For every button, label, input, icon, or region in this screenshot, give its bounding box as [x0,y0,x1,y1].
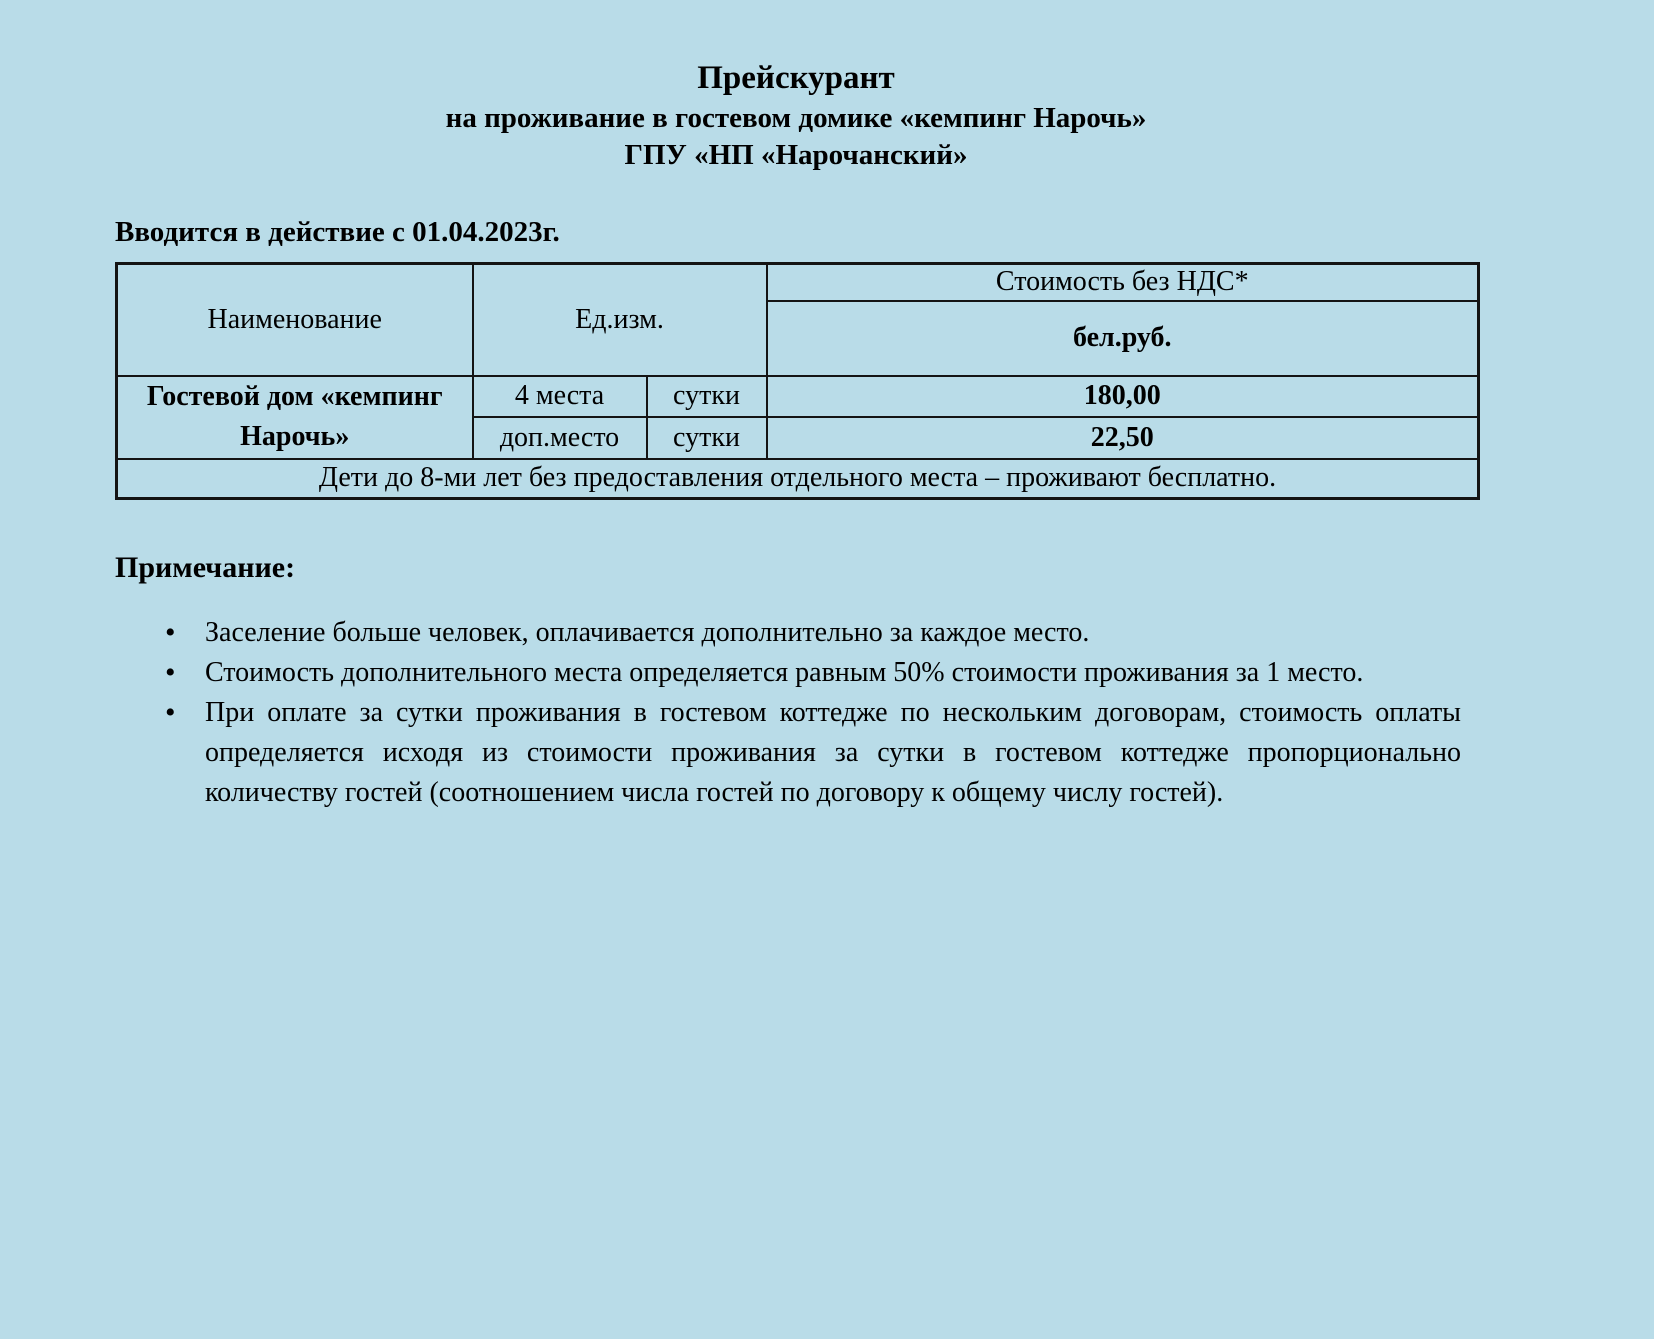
header-cell-cost: Стоимость без НДС* [767,264,1479,301]
header-cell-name: Наименование [117,264,473,376]
note-item: • При оплате за сутки проживания в гостевом коттедже по нескольким договорам, стоимость оплаты определяется исходя из стоимости проживания за сутки в гостевом коттедже пропорционально количеству гостей (соотношением числа гостей по договору к общему числу гостей). [205,693,1461,813]
effective-date-line: Вводится в действие с 01.04.2023г. [115,216,560,248]
document-subtitle-line1: на проживание в гостевом домике «кемпинг Нарочь» [445,102,1147,134]
table-footer-row [117,459,1479,499]
note-item: • Заселение больше человек, оплачивается дополнительно за каждое место. [205,613,1461,653]
notes-heading: Примечание: [115,551,296,584]
price-table [115,262,1480,500]
table-header-row-1 [117,264,1479,301]
cell-unit-places-0: 4 места [473,376,647,417]
document-header [115,0,1477,174]
header-cell-currency: бел.руб. [767,301,1479,376]
header-cell-unit: Ед.изм. [473,264,767,376]
table-row [117,376,1479,417]
cell-price-1: 22,50 [767,417,1479,459]
cell-unit-period-0: сутки [647,376,767,417]
document-subtitle-line2: ГПУ «НП «Нарочанский» [624,139,968,171]
cell-unit-period-1: сутки [647,417,767,459]
note-item: • Стоимость дополнительного места определяется равным 50% стоимости проживания за 1 место. [205,653,1461,693]
cell-price-0: 180,00 [767,376,1479,417]
cell-item-name: Гостевой дом «кемпинг Нарочь» [117,376,473,459]
cell-unit-places-1: доп.место [473,417,647,459]
notes-list [0,613,1654,813]
table-footer-note: Дети до 8-ми лет без предоставления отдельного места – проживают бесплатно. [117,459,1479,499]
document-title: Прейскурант [697,60,895,96]
